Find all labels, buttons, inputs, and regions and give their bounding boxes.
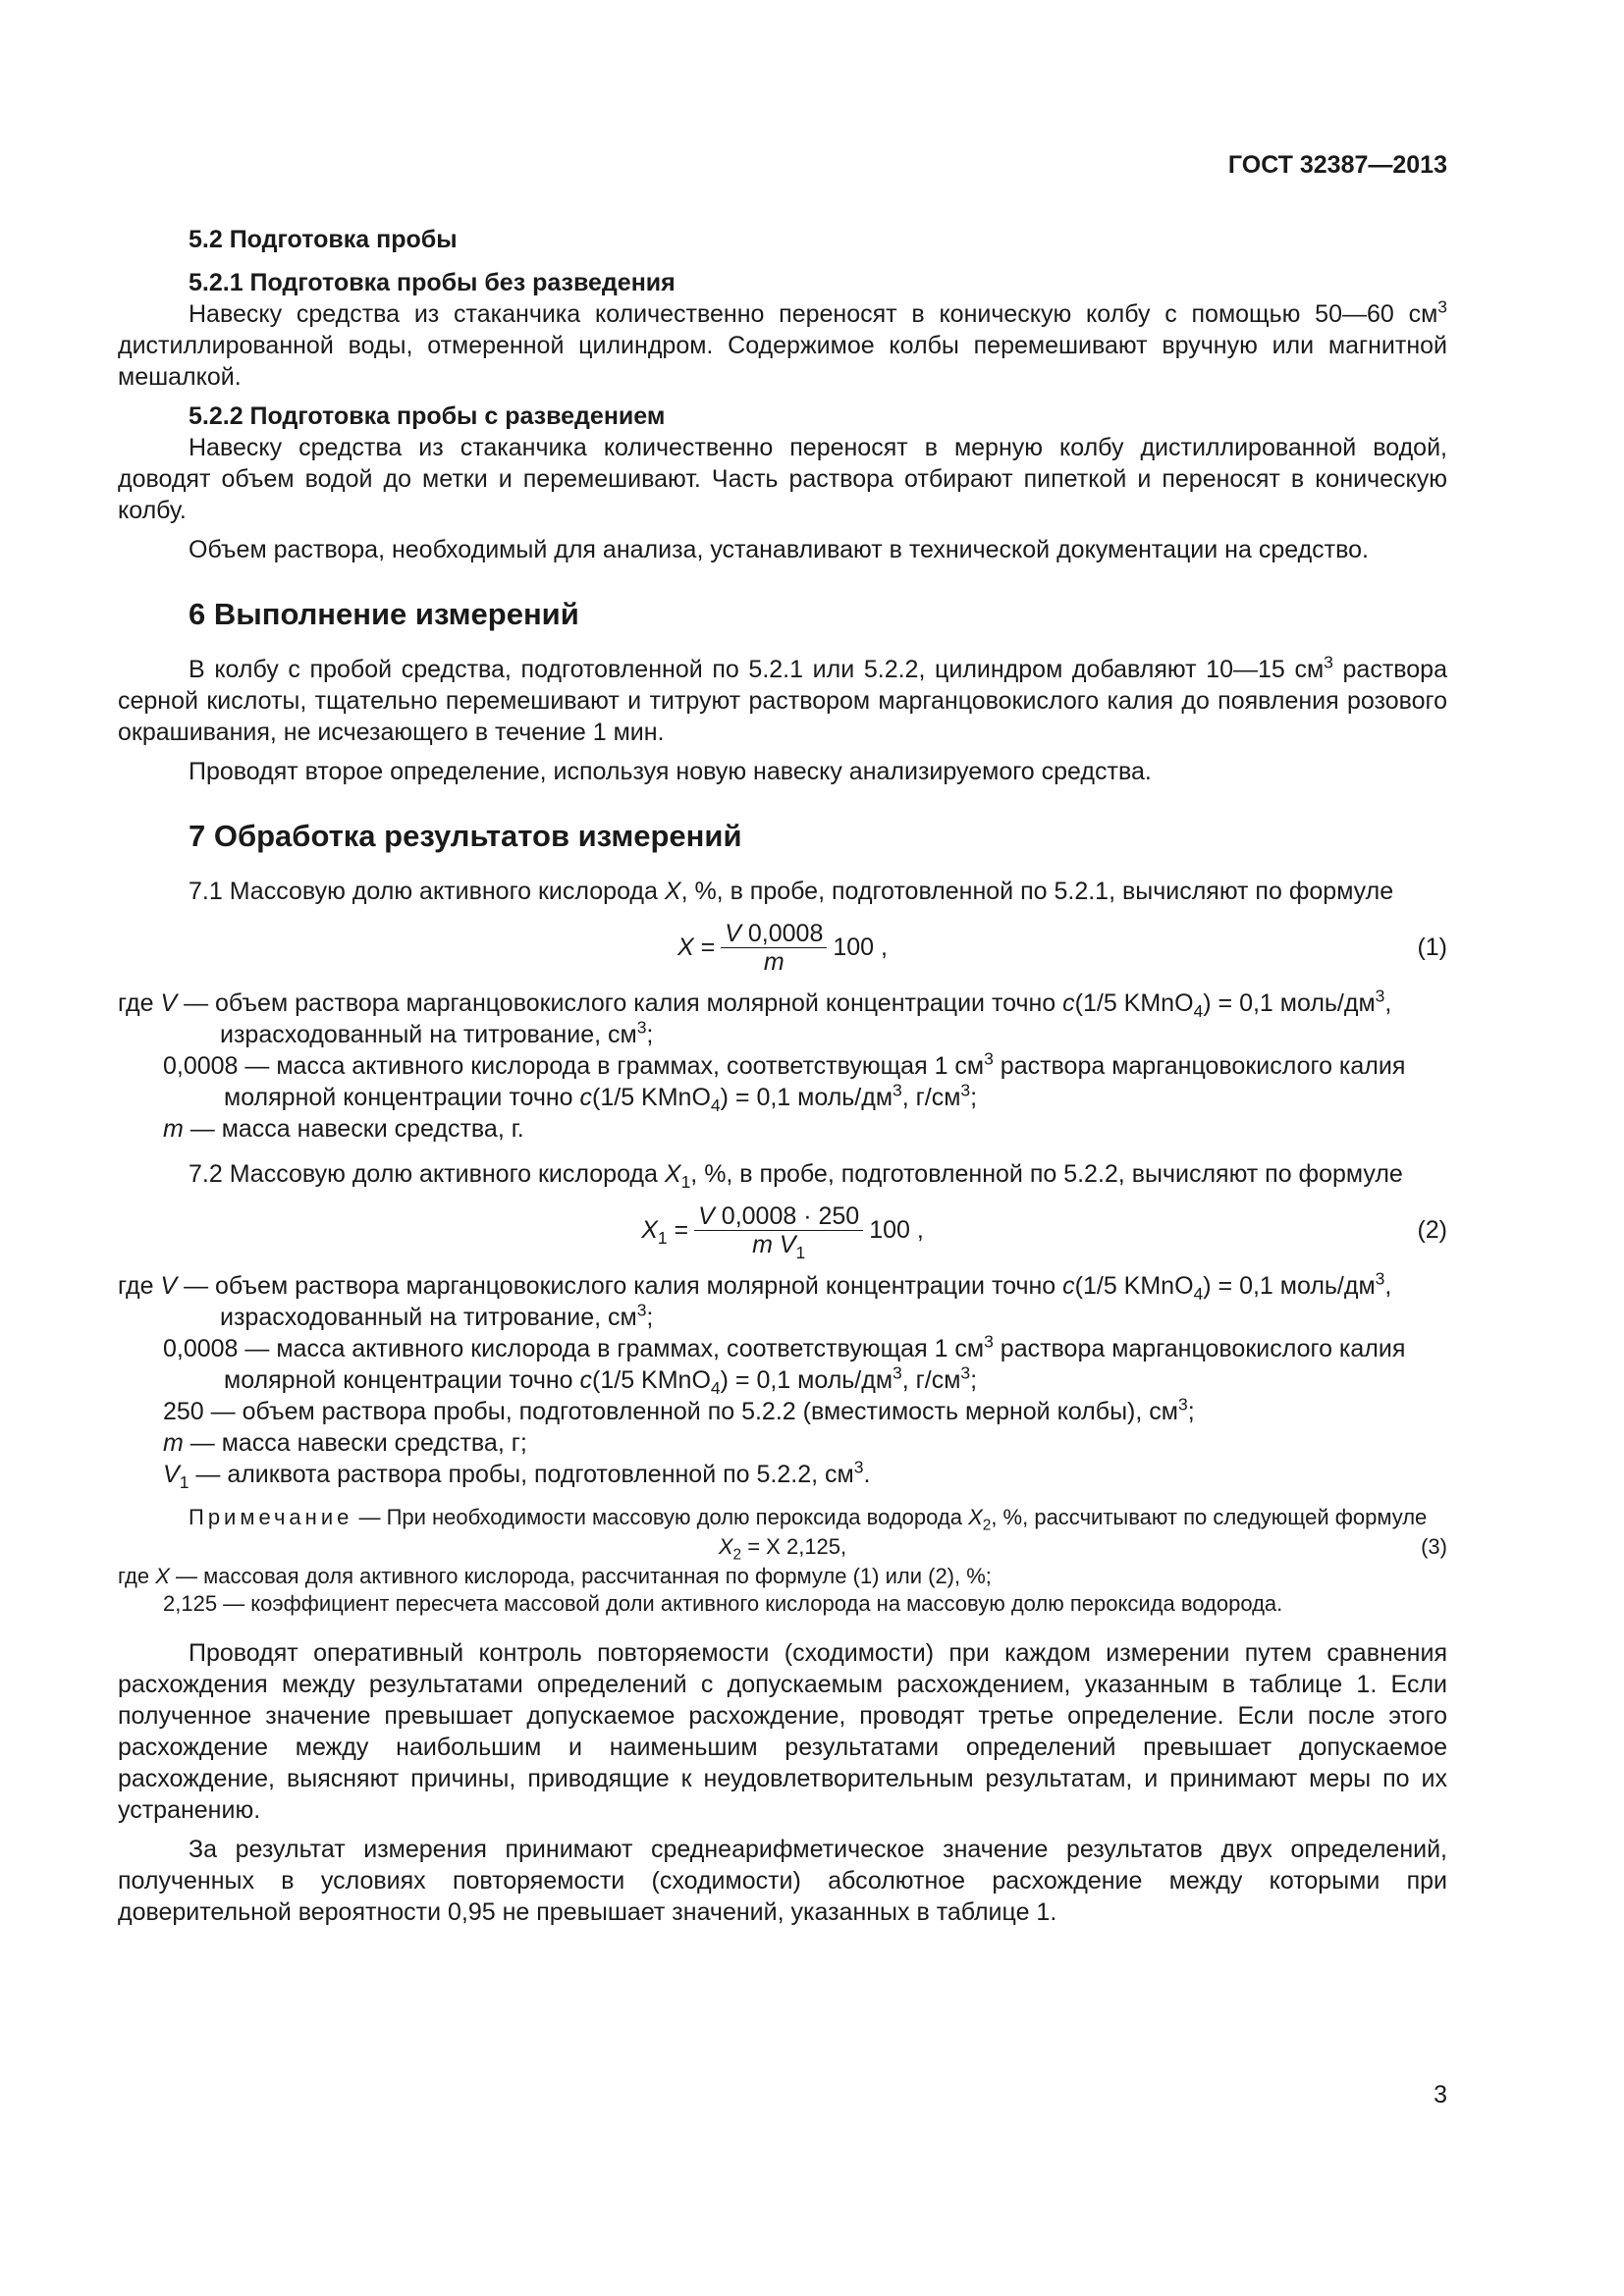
def2-m: m — масса навески средства, г; bbox=[163, 1429, 527, 1457]
control-paragraph: Проводят оперативный контроль повторяемости (сходимости) при каждом измерении путем сравнения расхождения между результатами определений с допускаемым расхождением, указанным в таблице 1. Если полученное значение превышает допускаемое расхождение, проводят третье определение. Если после этого расхождение между наибольшим и наименьшим результатами определений превышает допускаемое расхождение, выясняют причины, приводящие к неудовлетворительным результатам, и принимают меры по их устранению. bbox=[118, 1639, 1447, 1824]
section-5-2-1-title: 5.2.1 Подготовка пробы без разведения bbox=[189, 269, 676, 296]
page-number: 3 bbox=[1434, 2081, 1447, 2109]
section-5-2-1-text: Навеску средства из стаканчика количественно переносят в коническую колбу с помощью 50—60 $см^3$ дистиллированной воды, отмеренной цилиндром. Содержимое колбы перемешивают вручную или магнитной мешалкой. bbox=[118, 296, 1447, 391]
formula-1: X = $\frac{V 0,0008}{m}$ 100 , (1) bbox=[677, 919, 1447, 976]
formula-2: $X_1$ = $\frac{V 0,0008 \cdot 250}{m V_1}$ 100 , (2) bbox=[641, 1201, 1447, 1262]
def-m: m — масса навески средства, г. bbox=[163, 1115, 524, 1143]
formula-3: $X_2 = X$ 2,125, (3) bbox=[718, 1534, 1447, 1564]
formula-1-numerator: V 0,0008 bbox=[721, 920, 827, 948]
section-7-2-text: 7.2 Массовую долю активного кислорода $X_1$, %, в пробе, подготовленной по 5.2.2, вычисляют по формуле bbox=[189, 1160, 1403, 1192]
def-0-0008: 0,0008 — масса активного кислорода в граммах, соответствующая 1 $см^3$ раствора марганцовокислого калия молярной концентрации точно c(1/5 KMnO$_4$) = 0,1 моль/$дм^3$, $г/см^3$; bbox=[163, 1048, 1406, 1115]
section-6-paragraph-2: Проводят второе определение, используя новую навеску анализируемого средства. bbox=[189, 758, 1152, 785]
formula-2-numerator: V 0,0008 · 250 bbox=[694, 1202, 863, 1231]
formula-2-definitions bbox=[118, 1270, 1447, 1490]
note-text: Примечание — При необходимости массовую долю пероксида водорода $X_2$, %, рассчитывают по следующей формуле bbox=[189, 1505, 1428, 1534]
formula-1-number: (1) bbox=[1417, 934, 1447, 961]
section-5-2-2-text: Навеску средства из стаканчика количественно переносят в мерную колбу дистиллированной водой, доводят объем водой до метки и перемешивают. Часть раствора отбирают пипеткой и переносят в коническую колбу. bbox=[118, 434, 1447, 524]
standard-number: ГОСТ 32387—2013 bbox=[1227, 151, 1447, 179]
note-block bbox=[118, 1504, 1447, 1618]
formula-1-definitions bbox=[118, 988, 1447, 1145]
formula-2-number: (2) bbox=[1417, 1216, 1447, 1244]
section-5-2-title: 5.2 Подготовка пробы bbox=[189, 226, 458, 253]
note-def-x: где X — массовая доля активного кислорода, рассчитанная по формуле (1) или (2), %; bbox=[118, 1564, 992, 1588]
note-def-k: 2,125 — коэффициент пересчета массовой доли активного кислорода на массовую долю пероксида водорода. bbox=[163, 1591, 1283, 1616]
section-6-title: 6 Выполнение измерений bbox=[189, 597, 579, 631]
section-6-paragraph-1: В колбу с пробой средства, подготовленной по 5.2.1 или 5.2.2, цилиндром добавляют 10—15 $см^3$ раствора серной кислоты, тщательно перемешивают и титруют раствором марганцовокислого калия до появления розового окрашивания, не исчезающего в течение 1 мин. bbox=[118, 652, 1447, 746]
section-7-title: 7 Обработка результатов измерений bbox=[189, 819, 742, 853]
def2-v1: $V_1$ — аликвота раствора пробы, подготовленной по 5.2.2, $см^3$. bbox=[163, 1457, 871, 1492]
section-5-2-2-text2: Объем раствора, необходимый для анализа, устанавливают в технической документации на средство. bbox=[189, 536, 1369, 563]
def-v: где V — объем раствора марганцовокислого калия молярной концентрации точно c(1/5 KMnO$_4$) = 0,1 моль/$дм^3$, израсходованный на титрование, $см^3$; bbox=[118, 986, 1392, 1048]
page-content bbox=[118, 224, 1447, 1928]
formula-3-number: (3) bbox=[1421, 1534, 1447, 1559]
section-5-2-2-title: 5.2.2 Подготовка пробы с разведением bbox=[189, 402, 666, 430]
result-paragraph: За результат измерения принимают среднеарифметическое значение результатов двух определений, полученных в условиях повторяемости (сходимости) абсолютное расхождение между которыми при доверительной вероятности 0,95 не превышает значений, указанных в таблице 1. bbox=[118, 1836, 1447, 1926]
section-7-1-text: 7.1 Массовую долю активного кислорода X, %, в пробе, подготовленной по 5.2.1, вычисляют по формуле bbox=[189, 878, 1394, 905]
def2-0-0008: 0,0008 — масса активного кислорода в граммах, соответствующая 1 $см^3$ раствора марганцовокислого калия молярной концентрации точно c(1/5 KMnO$_4$) = 0,1 моль/$дм^3$, $г/см^3$; bbox=[163, 1331, 1406, 1398]
def2-250: 250 — объем раствора пробы, подготовленной по 5.2.2 (вместимость мерной колбы), $см^3$; bbox=[163, 1394, 1195, 1425]
def2-v: где V — объем раствора марганцовокислого калия молярной концентрации точно c(1/5 KMnO$_4$) = 0,1 моль/$дм^3$, израсходованный на титрование, $см^3$; bbox=[118, 1268, 1392, 1331]
